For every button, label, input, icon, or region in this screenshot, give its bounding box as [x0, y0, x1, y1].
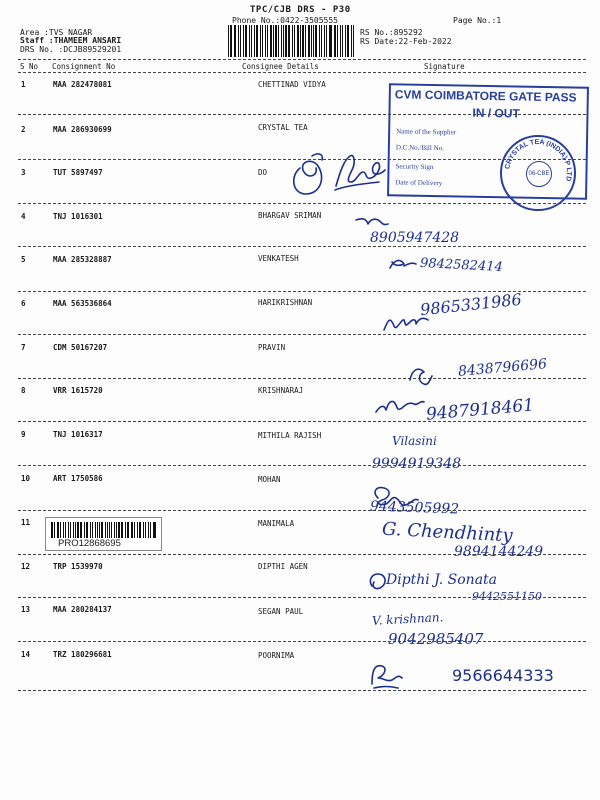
barcode-bar — [111, 522, 112, 538]
barcode-bar — [262, 25, 263, 57]
barcode-bar — [267, 25, 268, 57]
barcode-bar — [143, 522, 144, 538]
row-divider — [18, 378, 586, 379]
signature-phone-row5: 9842582414 — [419, 255, 504, 276]
barcode-bar — [118, 522, 120, 538]
barcode-bar — [278, 25, 279, 57]
signature-name-row11: G. Chendhinty — [381, 518, 514, 547]
column-header-consignment: Consignment No — [52, 62, 116, 71]
barcode-bar — [311, 25, 312, 57]
row-serial: 3 — [21, 168, 26, 177]
stamp-line-security: Security Sign — [395, 162, 434, 172]
row-serial: 6 — [21, 299, 26, 308]
stamp-line-date: Date of Delivery — [395, 178, 443, 188]
row-consignment-number: TRZ 180296681 — [53, 650, 112, 659]
barcode-bar — [54, 522, 55, 538]
barcode-bar — [73, 522, 74, 538]
seal-center: 06-CBE — [526, 161, 552, 187]
sticker-barcode — [51, 522, 158, 538]
row-consignee-name: PRAVIN — [258, 343, 286, 352]
phone-number: Phone No.:0422-3505555 — [232, 16, 338, 25]
barcode-bar — [114, 522, 115, 538]
barcode-bar — [245, 25, 247, 57]
barcode-bar — [324, 25, 325, 57]
row-divider — [18, 246, 586, 247]
barcode-bar — [305, 25, 306, 57]
barcode-bar — [153, 522, 154, 538]
barcode-sticker — [45, 517, 162, 551]
row-consignee-name: POORNIMA — [258, 651, 295, 660]
barcode-bar — [340, 25, 341, 57]
signature-phone-row7: 8438796696 — [457, 356, 548, 380]
signature-name-row13: V. krishnan. — [371, 610, 444, 628]
gate-pass-title: CVM COIMBATORE GATE PASS — [394, 87, 577, 105]
svg-text:CRYSTAL TEA (INDIA) P LTD: CRYSTAL TEA (INDIA) P LTD — [504, 138, 573, 182]
signature-phone-row10: 9443505992 — [369, 498, 460, 518]
row-consignment-number: MAA 563536864 — [53, 299, 112, 308]
barcode-bar — [92, 522, 93, 538]
barcode-bar — [302, 25, 303, 57]
barcode-bar — [77, 522, 79, 538]
header-barcode — [228, 25, 356, 57]
barcode-bar — [134, 522, 135, 538]
barcode-bar — [273, 25, 274, 57]
row-serial: 11 — [21, 518, 31, 527]
barcode-bar — [265, 25, 266, 57]
barcode-bar — [240, 25, 241, 57]
gate-pass-in-out: IN / OUT — [472, 105, 520, 121]
row-consignee-name: VENKATESH — [258, 254, 299, 263]
row-consignment-number: MAA 286930699 — [53, 125, 112, 134]
row-consignee-name: HARIKRISHNAN — [258, 298, 313, 307]
drs-number: DRS No. :DCJB89529201 — [20, 45, 122, 54]
row-consignment-number: ART 1750586 — [53, 474, 103, 483]
page-number: Page No.:1 — [453, 16, 502, 25]
barcode-bar — [283, 25, 284, 57]
barcode-bar — [288, 25, 290, 57]
row-consignee-name: CRYSTAL TEA — [258, 123, 308, 132]
row-serial: 13 — [21, 605, 31, 614]
barcode-bar — [270, 25, 272, 57]
row-divider — [18, 334, 586, 335]
barcode-bar — [60, 522, 61, 538]
barcode-bar — [65, 522, 67, 538]
barcode-bar — [297, 25, 299, 57]
row-consignee-name: KRISHNARAJ — [258, 386, 304, 395]
barcode-bar — [342, 25, 344, 57]
row-consignee-name: SEGAN PAUL — [258, 607, 304, 616]
barcode-bar — [70, 522, 71, 538]
row-divider — [18, 421, 586, 422]
barcode-bar — [86, 522, 88, 538]
row-divider — [18, 465, 586, 466]
barcode-bar — [256, 25, 258, 57]
row-serial: 7 — [21, 343, 26, 352]
barcode-bar — [243, 25, 244, 57]
barcode-bar — [313, 25, 314, 57]
row-consignment-number: TUT 5897497 — [53, 168, 103, 177]
signature-phone-row4: 8905947428 — [370, 230, 460, 246]
barcode-bar — [127, 522, 129, 538]
stamp-line-supplier: Name of the Supplier — [396, 127, 457, 137]
barcode-bar — [105, 522, 106, 538]
column-header-consignee: Consignee Details — [242, 62, 319, 71]
barcode-bar — [228, 25, 229, 57]
barcode-bar — [337, 25, 338, 57]
barcode-bar — [334, 25, 335, 57]
header-divider — [18, 59, 586, 60]
barcode-bar — [345, 25, 346, 57]
row-consignee-name: MITHILA RAJISH — [258, 431, 322, 440]
barcode-bar — [121, 522, 123, 538]
company-seal — [500, 135, 576, 211]
barcode-bar — [234, 25, 235, 57]
signature-phone-row11: 9894144249 — [454, 544, 544, 560]
column-header-divider — [18, 72, 586, 73]
barcode-bar — [107, 522, 108, 538]
row-consignment-number: CDM 50167207 — [53, 343, 108, 352]
row-consignee-name: DIPTHI AGEN — [258, 562, 308, 571]
signature-phone-row8: 9487918461 — [425, 395, 535, 425]
row-consignment-number: MAA 282478081 — [53, 80, 112, 89]
barcode-bar — [109, 522, 110, 538]
staff-label: Staff :THAMEEM ANSARI — [20, 36, 122, 45]
barcode-bar — [275, 25, 276, 57]
barcode-bar — [51, 522, 53, 538]
signature-phone-row12: 9442551150 — [472, 590, 542, 603]
barcode-bar — [57, 522, 59, 538]
barcode-bar — [116, 522, 117, 538]
signature-phone-row14: 9566644333 — [452, 666, 554, 685]
barcode-bar — [254, 25, 255, 57]
barcode-bar — [148, 522, 149, 538]
barcode-bar — [329, 25, 330, 57]
report-title: TPC/CJB DRS - P30 — [250, 5, 351, 15]
row-serial: 2 — [21, 125, 26, 134]
barcode-bar — [125, 522, 126, 538]
barcode-bar — [294, 25, 295, 57]
rs-date: RS Date:22-Feb-2022 — [360, 37, 452, 46]
barcode-bar — [137, 522, 138, 538]
barcode-bar — [63, 522, 64, 538]
row-divider — [18, 641, 586, 642]
row-consignee-name: BHARGAV SRIMAN — [258, 211, 322, 220]
row-serial: 9 — [21, 430, 26, 439]
signature-name-row12: Dipthi J. Sonata — [386, 572, 498, 588]
row-serial: 4 — [21, 212, 26, 221]
barcode-bar — [281, 25, 282, 57]
stamp-line-dc-no: D.C.No./Bill No. — [395, 143, 444, 153]
signature-phone-row6: 9865331986 — [419, 289, 523, 320]
row-consignee-name: MOHAN — [258, 475, 281, 484]
barcode-bar — [80, 522, 82, 538]
barcode-bar — [351, 25, 352, 57]
barcode-bar — [308, 25, 310, 57]
row-serial: 12 — [21, 562, 31, 571]
barcode-bar — [139, 522, 140, 538]
row-consignee-name: DO — [258, 168, 268, 177]
barcode-bar — [235, 25, 236, 57]
barcode-bar — [321, 25, 322, 57]
barcode-bar — [315, 25, 317, 57]
row-serial: 5 — [21, 255, 26, 264]
row-consignee-name: CHETTINAD VIDYA — [258, 80, 326, 89]
barcode-bar — [251, 25, 252, 57]
row-serial: 14 — [21, 650, 31, 659]
column-header-signature: Signature — [424, 62, 465, 71]
barcode-bar — [154, 522, 156, 538]
row-consignment-number: TNJ 1016301 — [53, 212, 103, 221]
barcode-bar — [68, 522, 69, 538]
signature-phone-row9: 9994919348 — [372, 456, 462, 472]
barcode-bar — [101, 522, 103, 538]
barcode-bar — [238, 25, 239, 57]
barcode-bar — [150, 522, 151, 538]
barcode-bar — [131, 522, 133, 538]
sticker-code: PRO12868695 — [58, 538, 121, 549]
signature-phone-row13: 9042985407 — [388, 630, 484, 648]
rs-number: RS No.:895292 — [360, 28, 423, 37]
barcode-bar — [326, 25, 327, 57]
row-serial: 8 — [21, 386, 26, 395]
barcode-bar — [330, 25, 332, 57]
row-consignee-name: MANIMALA — [258, 519, 295, 528]
barcode-bar — [353, 25, 354, 57]
row-divider — [18, 510, 586, 511]
row-consignment-number: TRP 1539970 — [53, 562, 103, 571]
row-consignment-number: MAA 285328887 — [53, 255, 112, 264]
barcode-bar — [97, 522, 98, 538]
barcode-bar — [145, 522, 146, 538]
row-consignment-number: VRR 1615720 — [53, 386, 103, 395]
barcode-bar — [99, 522, 100, 538]
barcode-bar — [319, 25, 320, 57]
barcode-bar — [292, 25, 293, 57]
area-label: Area :TVS NAGAR — [20, 28, 93, 37]
row-serial: 1 — [21, 80, 26, 89]
barcode-bar — [95, 522, 96, 538]
row-divider — [18, 690, 586, 691]
barcode-bar — [300, 25, 301, 57]
barcode-bar — [84, 522, 85, 538]
signature-name-row9: Vilasini — [392, 434, 437, 448]
barcode-bar — [75, 522, 76, 538]
row-serial: 10 — [21, 474, 31, 483]
barcode-bar — [285, 25, 287, 57]
column-header-sno: S No — [20, 62, 39, 71]
row-consignment-number: TNJ 1016317 — [53, 430, 103, 439]
barcode-bar — [249, 25, 250, 57]
barcode-bar — [90, 522, 92, 538]
barcode-bar — [347, 25, 349, 57]
row-consignment-number: MAA 280284137 — [53, 605, 112, 614]
barcode-bar — [230, 25, 231, 57]
barcode-bar — [260, 25, 261, 57]
